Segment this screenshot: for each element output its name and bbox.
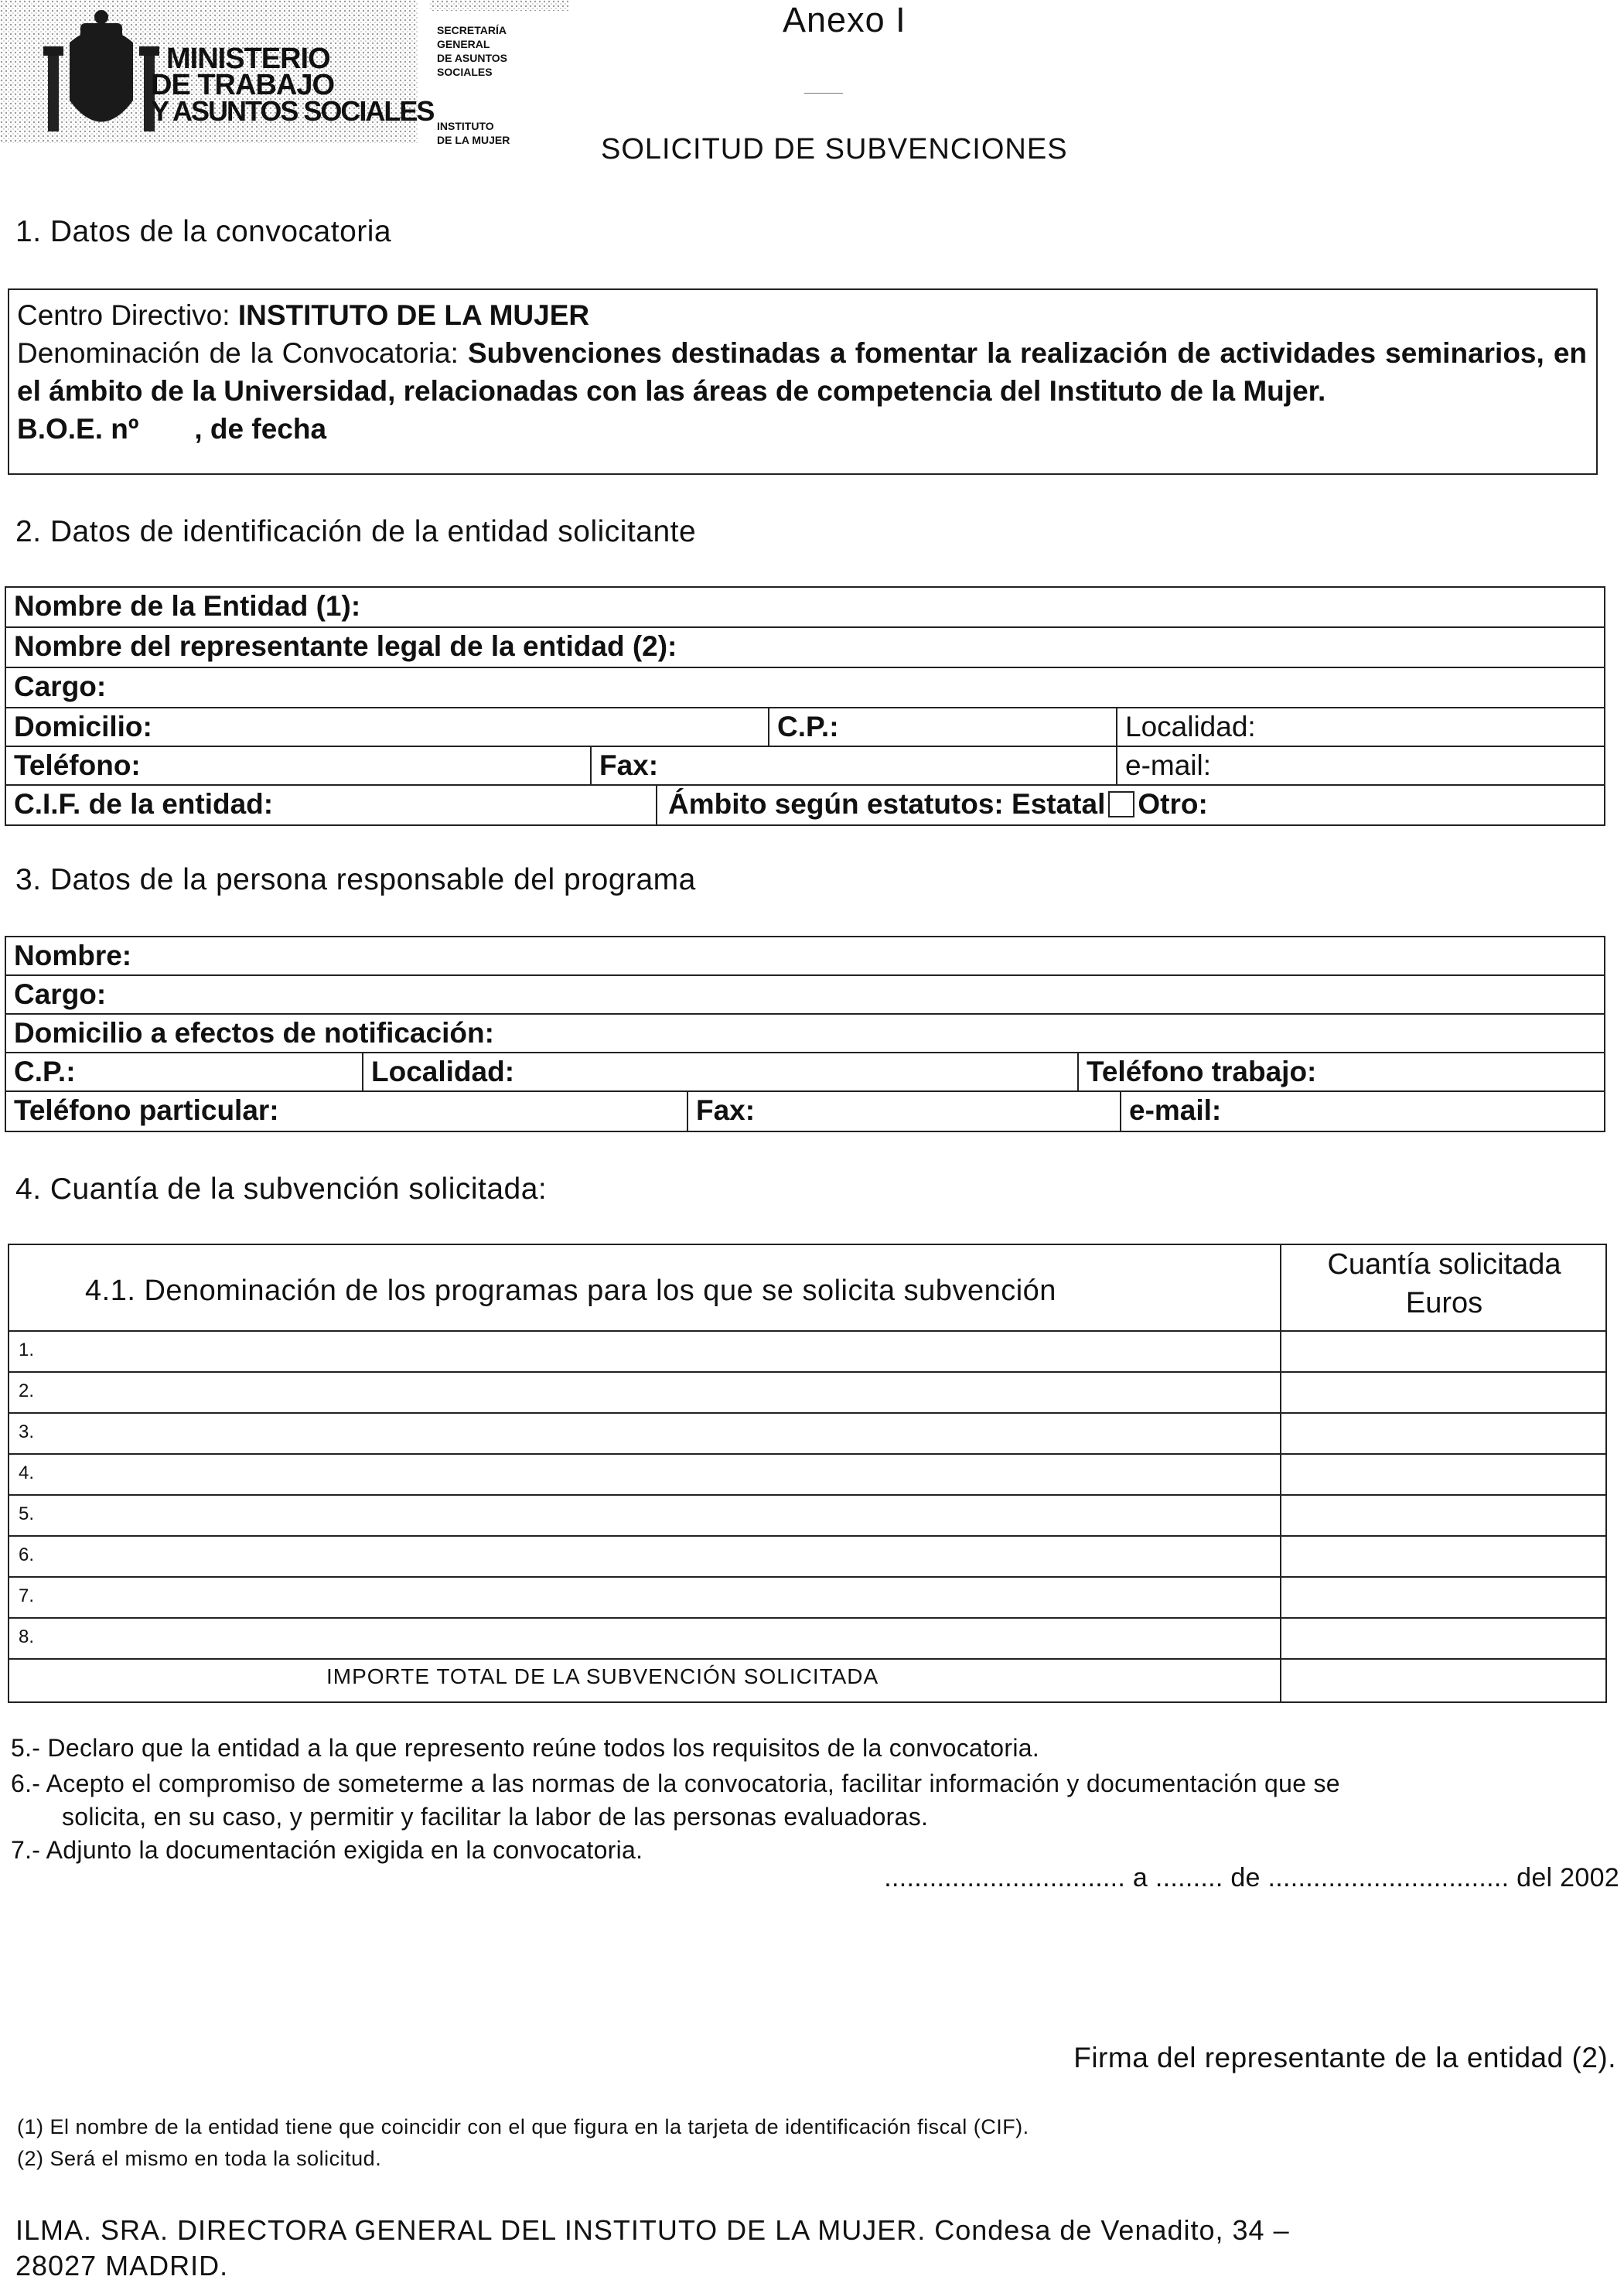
localidad-field[interactable]: Localidad: xyxy=(1116,708,1604,746)
program-row-5[interactable]: 5. xyxy=(19,1503,35,1524)
denominacion-value: Subvenciones destinadas a fomentar la realización de actividades seminarios, en el ámbito de la Universidad, relacionadas con las áreas de competencia del Instituto de la Mujer. xyxy=(17,337,1587,407)
otro-label: Otro: xyxy=(1138,788,1208,820)
ambito-label: Ámbito según estatutos: Estatal xyxy=(668,788,1106,820)
cif-field[interactable]: C.I.F. de la entidad: xyxy=(14,788,274,820)
ministry-logo xyxy=(0,0,568,151)
form-title: SOLICITUD DE SUBVENCIONES xyxy=(601,133,1068,166)
row-cargo-resp xyxy=(6,976,1604,1015)
telefono-field[interactable]: Teléfono: xyxy=(14,749,141,781)
responsable-table xyxy=(5,936,1605,1132)
row-representante xyxy=(6,628,1604,668)
telefono-trabajo-field[interactable]: Teléfono trabajo: xyxy=(1077,1053,1604,1090)
centro-directivo xyxy=(17,296,1596,334)
footnote-2: (2) Será el mismo en toda la solicitud. xyxy=(17,2147,382,2170)
row-domicilio-notif xyxy=(6,1015,1604,1053)
amount-header-line1: Cuantía solicitada xyxy=(1327,1248,1561,1281)
date-line[interactable]: ................................ a ......... de ................................ del 2002 xyxy=(884,1863,1619,1892)
annex-label: Anexo I xyxy=(783,0,906,39)
cp-field[interactable]: C.P.: xyxy=(768,708,1116,746)
nombre-field[interactable]: Nombre: xyxy=(14,940,132,971)
row-telefono xyxy=(6,747,1604,786)
cargo-resp-field[interactable]: Cargo: xyxy=(14,978,107,1010)
svg-text:INSTITUTO: INSTITUTO xyxy=(437,120,494,132)
program-row-6[interactable]: 6. xyxy=(19,1544,35,1565)
localidad-resp-field[interactable]: Localidad: xyxy=(362,1053,1077,1090)
row-cp-resp xyxy=(6,1053,1604,1092)
amount-header-line2: Euros xyxy=(1405,1287,1483,1319)
declaration-6-line2: solicita, en su caso, y permitir y facilitar la labor de las personas evaluadoras. xyxy=(62,1803,929,1831)
program-row-7[interactable]: 7. xyxy=(19,1585,35,1606)
svg-text:SECRETARÍA: SECRETARÍA xyxy=(437,24,507,36)
row-telefono-particular xyxy=(6,1092,1604,1131)
total-amount-label: IMPORTE TOTAL DE LA SUBVENCIÓN SOLICITADA xyxy=(326,1664,879,1688)
svg-text:Y ASUNTOS SOCIALES: Y ASUNTOS SOCIALES xyxy=(151,95,434,127)
cuantia-table xyxy=(8,1244,1607,1703)
svg-text:DE TRABAJO: DE TRABAJO xyxy=(151,69,335,101)
address-line1: ILMA. SRA. DIRECTORA GENERAL DEL INSTITUTO DE LA MUJER. Condesa de Venadito, 34 – xyxy=(15,2214,1290,2246)
row-nombre xyxy=(6,937,1604,976)
amount-column-header xyxy=(1281,1245,1607,1322)
program-row-3[interactable]: 3. xyxy=(19,1421,35,1442)
signature-label: Firma del representante de la entidad (2). xyxy=(1073,2042,1616,2073)
fax-resp-field[interactable]: Fax: xyxy=(687,1092,1120,1131)
row-cargo xyxy=(6,668,1604,708)
denominacion xyxy=(17,334,1587,410)
domicilio-notificacion-field[interactable]: Domicilio a efectos de notificación: xyxy=(14,1017,494,1049)
email-resp-field[interactable]: e-mail: xyxy=(1120,1092,1604,1131)
denominacion-label: Denominación de la Convocatoria: xyxy=(17,337,468,369)
program-row-2[interactable]: 2. xyxy=(19,1380,35,1401)
representante-field[interactable]: Nombre del representante legal de la entidad (2): xyxy=(14,630,677,662)
cp-resp-field[interactable]: C.P.: xyxy=(14,1056,76,1087)
section1-heading: 1. Datos de la convocatoria xyxy=(15,215,392,248)
fax-field[interactable]: Fax: xyxy=(590,747,1116,784)
programs-column-header: 4.1. Denominación de los programas para los que se solicita subvención xyxy=(85,1275,1056,1307)
svg-text:DE ASUNTOS: DE ASUNTOS xyxy=(437,52,508,64)
declaration-7: 7.- Adjunto la documentación exigida en la convocatoria. xyxy=(11,1836,643,1864)
svg-text:MINISTERIO: MINISTERIO xyxy=(166,43,330,75)
telefono-particular-field[interactable]: Teléfono particular: xyxy=(14,1094,279,1126)
svg-text:GENERAL: GENERAL xyxy=(437,38,490,50)
svg-text:DE LA MUJER: DE LA MUJER xyxy=(437,134,510,146)
nombre-entidad-field[interactable]: Nombre de la Entidad (1): xyxy=(14,590,361,622)
annex-underline xyxy=(804,93,843,94)
row-nombre-entidad xyxy=(6,588,1604,628)
section4-heading: 4. Cuantía de la subvención solicitada: xyxy=(15,1172,548,1206)
row-domicilio xyxy=(6,708,1604,747)
declaration-5: 5.- Declaro que la entidad a la que represento reúne todos los requisitos de la convocatoria. xyxy=(11,1734,1040,1762)
svg-text:SOCIALES: SOCIALES xyxy=(437,66,493,78)
convocatoria-box xyxy=(8,288,1598,475)
section2-heading: 2. Datos de identificación de la entidad solicitante xyxy=(15,515,697,548)
row-cif xyxy=(6,786,1604,824)
program-row-1[interactable]: 1. xyxy=(19,1340,35,1360)
ambito-field xyxy=(656,786,1604,824)
centro-label: Centro Directivo: xyxy=(17,299,238,331)
boe-field[interactable]: B.O.E. nº , de fecha xyxy=(17,413,327,445)
domicilio-field[interactable]: Domicilio: xyxy=(14,711,152,742)
program-row-8[interactable]: 8. xyxy=(19,1626,35,1647)
entidad-table xyxy=(5,586,1605,826)
cargo-field[interactable]: Cargo: xyxy=(14,671,107,702)
section3-heading: 3. Datos de la persona responsable del programa xyxy=(15,863,696,896)
centro-value: INSTITUTO DE LA MUJER xyxy=(237,299,590,331)
program-row-4[interactable]: 4. xyxy=(19,1462,35,1483)
address-line2: 28027 MADRID. xyxy=(15,2250,229,2281)
footnote-1: (1) El nombre de la entidad tiene que coincidir con el que figura en la tarjeta de identificación fiscal (CIF). xyxy=(17,2115,1029,2138)
declaration-6-line1: 6.- Acepto el compromiso de someterme a las normas de la convocatoria, facilitar información y documentación que se xyxy=(11,1770,1340,1797)
email-field[interactable]: e-mail: xyxy=(1116,747,1604,784)
estatal-checkbox[interactable] xyxy=(1108,791,1134,817)
